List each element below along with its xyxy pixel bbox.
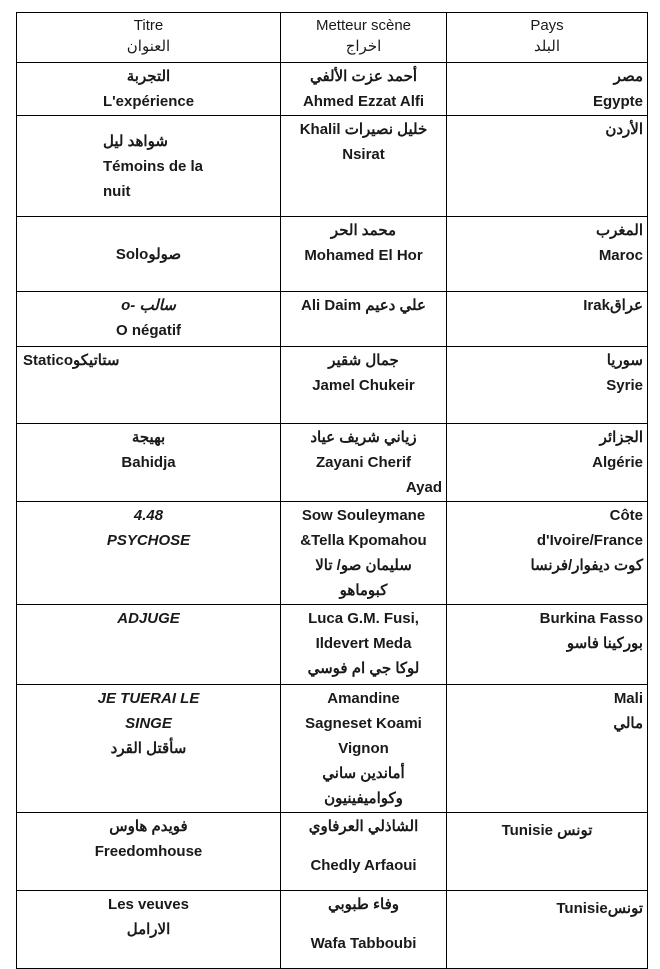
cell-director <box>281 605 447 685</box>
festival-program-table <box>16 12 648 969</box>
cell-line: فويدم هاوس <box>109 818 188 835</box>
cell-line: &Tella Kpomahou <box>300 532 427 549</box>
header-title <box>17 13 281 63</box>
cell-line: أحمد عزت الألفي <box>309 68 418 85</box>
cell-title <box>17 685 281 813</box>
cell-line: Freedomhouse <box>94 843 203 860</box>
header-director-fr: Metteur scène <box>315 17 412 34</box>
cell-line: أماندين ساني <box>322 765 405 782</box>
cell-director <box>281 813 447 891</box>
cell-line: صولوSolo <box>115 245 182 263</box>
cell-line: وكواميفينيون <box>324 790 403 807</box>
cell-line: O négatif <box>115 322 181 339</box>
cell-title <box>17 63 281 116</box>
cell-country <box>447 605 648 685</box>
cell-line: ستاتيكوStatico <box>23 352 120 369</box>
cell-country <box>447 63 648 116</box>
cell-line: Ildevert Meda <box>315 635 412 652</box>
cell-line: المغرب <box>595 222 643 239</box>
cell-director <box>281 217 447 292</box>
cell-line: Mali <box>613 690 643 707</box>
table-row <box>17 424 648 502</box>
cell-line: مالي <box>613 715 643 732</box>
cell-line: Nsirat <box>342 146 385 163</box>
cell-line: Egypte <box>592 93 643 110</box>
cell-line: مصر <box>613 68 643 85</box>
table-row <box>17 605 648 685</box>
cell-line: Maroc <box>598 247 643 264</box>
cell-title <box>17 813 281 891</box>
cell-line: Mohamed El Hor <box>304 247 423 264</box>
cell-title <box>17 116 281 217</box>
cell-line: بوركينا فاسو <box>566 635 643 652</box>
table-row <box>17 116 648 217</box>
cell-line: لوكا جي ام فوسي <box>307 660 420 677</box>
cell-line: Ahmed Ezzat Alfi <box>302 93 425 110</box>
cell-line: 4.48 <box>133 507 164 524</box>
header-country-ar: البلد <box>533 38 561 55</box>
cell-line: خليل نصيرات Khalil <box>299 121 428 138</box>
cell-line: Ayad <box>405 479 442 496</box>
cell-country <box>447 217 648 292</box>
header-title-fr: Titre <box>133 17 164 34</box>
cell-line: الأردن <box>605 121 643 138</box>
table-row <box>17 217 648 292</box>
cell-line: محمد الحر <box>330 222 397 239</box>
header-country <box>447 13 648 63</box>
cell-director <box>281 347 447 424</box>
cell-line: كوت ديفوار/فرنسا <box>530 557 643 574</box>
cell-line: Jamel Chukeir <box>312 377 415 394</box>
cell-line: Wafa Tabboubi <box>310 935 417 952</box>
cell-line: nuit <box>103 182 131 200</box>
cell-director <box>281 502 447 605</box>
cell-line: سأقتل القرد <box>110 740 187 757</box>
cell-line: الارامل <box>126 921 171 938</box>
cell-director <box>281 116 447 217</box>
header-director <box>281 13 447 63</box>
cell-line: بهيجة <box>131 429 166 446</box>
cell-line: Témoins de la <box>103 157 204 175</box>
cell-line: L'expérience <box>102 93 195 110</box>
cell-line: Chedly Arfaoui <box>310 857 417 874</box>
cell-country <box>447 813 648 891</box>
cell-line: التجربة <box>126 68 171 85</box>
cell-line: جمال شقير <box>328 352 399 369</box>
cell-line: Bahidja <box>121 454 176 471</box>
cell-title <box>17 424 281 502</box>
cell-line: Luca G.M. Fusi, <box>308 610 419 627</box>
cell-director <box>281 63 447 116</box>
cell-country <box>447 891 648 969</box>
cell-line: Sagneset Koami <box>305 715 422 732</box>
header-director-ar: اخراج <box>345 38 382 55</box>
cell-line: شواهد ليل <box>103 132 168 150</box>
cell-country <box>447 502 648 605</box>
cell-line: الجزائر <box>599 429 643 446</box>
cell-country <box>447 685 648 813</box>
cell-director <box>281 424 447 502</box>
cell-country <box>447 292 648 347</box>
cell-line: Burkina Fasso <box>539 610 643 627</box>
table-row <box>17 685 648 813</box>
table-row <box>17 813 648 891</box>
cell-title <box>17 891 281 969</box>
cell-line: تونس Tunisie <box>501 822 593 839</box>
cell-title <box>17 217 281 292</box>
cell-country <box>447 424 648 502</box>
cell-line: Syrie <box>606 377 643 394</box>
cell-line: Sow Souleymane <box>301 507 426 524</box>
cell-line: علي دعيم Ali Daim <box>301 297 426 314</box>
table-row <box>17 347 648 424</box>
cell-country <box>447 347 648 424</box>
cell-line: Amandine <box>327 690 400 707</box>
table-row <box>17 292 648 347</box>
cell-line: JE TUERAI LE <box>97 690 200 707</box>
cell-country <box>447 116 648 217</box>
cell-director <box>281 891 447 969</box>
cell-line: ADJUGE <box>117 610 180 627</box>
cell-line: o- سالب <box>121 297 176 314</box>
cell-line: وفاء طبوبي <box>327 896 400 913</box>
cell-line: عراقIrak <box>583 297 643 314</box>
cell-line: كبوماهو <box>339 582 388 599</box>
cell-line: SINGE <box>125 715 172 732</box>
table-row <box>17 63 648 116</box>
header-country-fr: Pays <box>530 17 564 34</box>
cell-line: Les veuves <box>108 896 189 913</box>
table-row <box>17 891 648 969</box>
cell-line: Vignon <box>338 740 389 757</box>
cell-line: زياني شريف عياد <box>310 429 417 446</box>
cell-director <box>281 292 447 347</box>
cell-line: سليمان صو/ تالا <box>315 557 412 574</box>
cell-director <box>281 685 447 813</box>
cell-title <box>17 605 281 685</box>
cell-title <box>17 292 281 347</box>
table-row <box>17 502 648 605</box>
cell-title <box>17 502 281 605</box>
cell-line: Algérie <box>592 454 643 471</box>
cell-line: Côte <box>609 507 643 524</box>
cell-line: الشاذلي العرفاوي <box>308 818 419 835</box>
cell-title <box>17 347 281 424</box>
cell-line: سوريا <box>606 352 643 369</box>
header-row <box>17 13 648 63</box>
cell-line: Zayani Cherif <box>315 454 412 471</box>
cell-line: d'Ivoire/France <box>536 532 643 549</box>
header-title-ar: العنوان <box>126 38 171 55</box>
cell-line: PSYCHOSE <box>106 532 191 549</box>
cell-line: تونسTunisie <box>556 900 643 917</box>
